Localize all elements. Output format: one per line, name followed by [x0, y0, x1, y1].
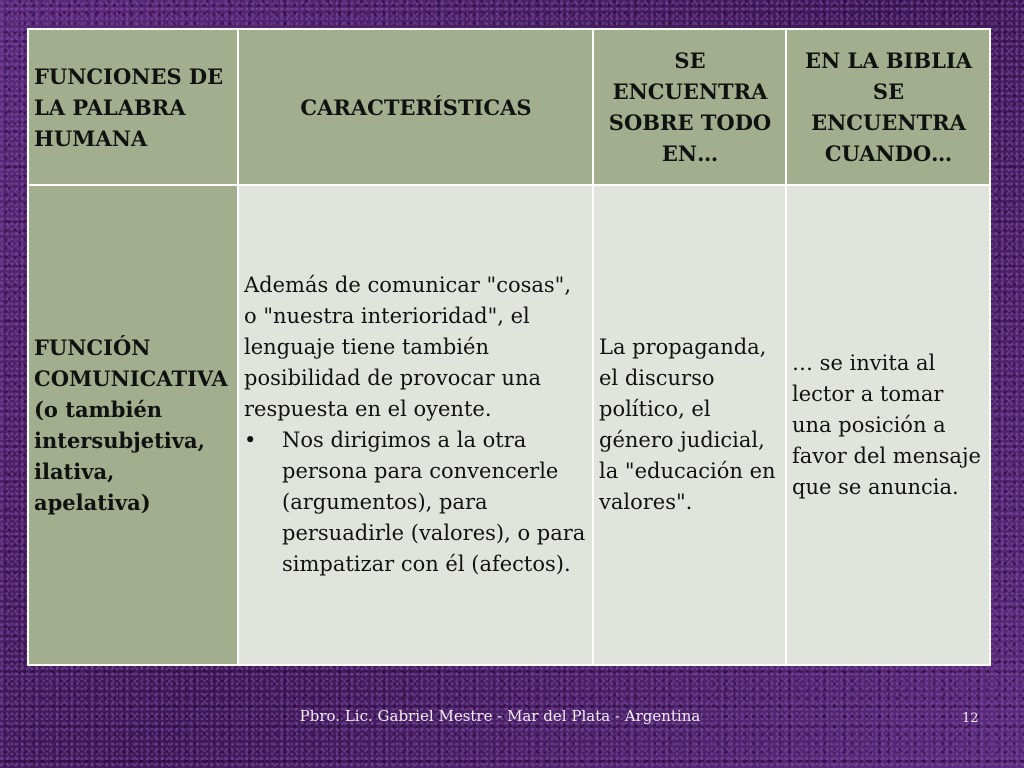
characteristics-cell	[238, 185, 593, 665]
table-row	[28, 185, 990, 665]
table-header-row	[28, 29, 990, 185]
header-characteristics: CARACTERÍSTICAS	[238, 29, 593, 185]
page-number: 12	[962, 711, 979, 726]
function-alt-names: (o también intersubjetiva, ilativa, apelativa)	[34, 397, 205, 515]
list-item	[244, 425, 588, 580]
bible-cell: … se invita al lector a tomar una posición a favor del mensaje que se anuncia.	[786, 185, 990, 665]
found-in-cell: La propaganda, el discurso político, el género judicial, la "educación en valores".	[593, 185, 786, 665]
header-found-in: SE ENCUENTRA SOBRE TODO EN…	[593, 29, 786, 185]
footer-credit: Pbro. Lic. Gabriel Mestre - Mar del Plata - Argentina	[299, 707, 701, 725]
characteristics-intro: Además de comunicar "cosas", o "nuestra interioridad", el lenguaje tiene también posibilidad de provocar una respuesta en el oyente.	[244, 273, 572, 421]
functions-table	[27, 28, 991, 666]
header-functions: FUNCIONES DE LA PALABRA HUMANA	[28, 29, 238, 185]
function-name: FUNCIÓN COMUNICATIVA	[34, 335, 228, 391]
bullet-icon: •	[244, 428, 257, 452]
bullet-text: Nos dirigimos a la otra persona para convencerle (argumentos), para persuadirle (valores), o para simpatizar con él (afectos).	[282, 428, 586, 576]
function-cell	[28, 185, 238, 665]
header-bible: EN LA BIBLIA SE ENCUENTRA CUANDO…	[786, 29, 990, 185]
characteristics-list	[244, 425, 588, 580]
